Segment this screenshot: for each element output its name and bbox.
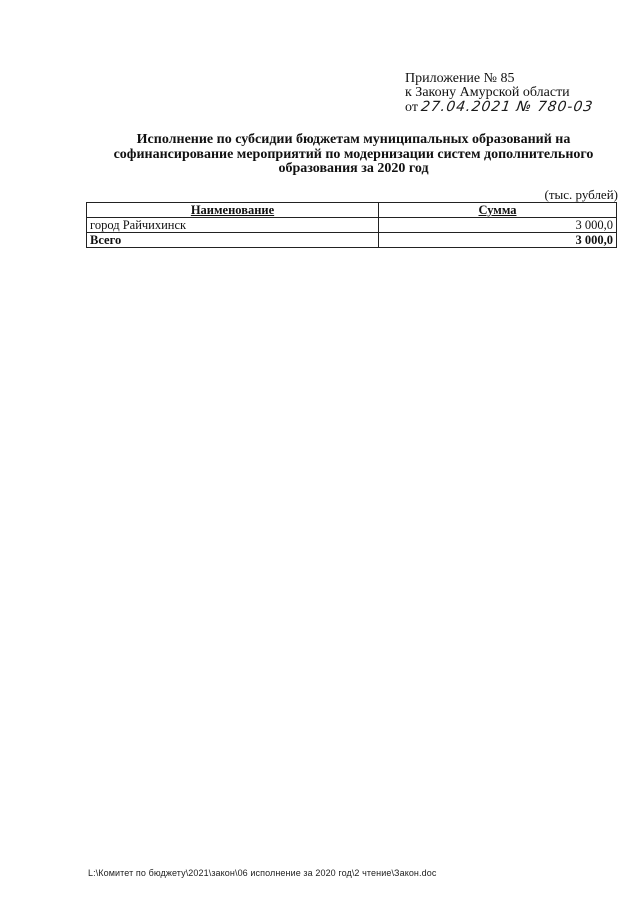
table-row bbox=[87, 218, 617, 233]
document-title: Исполнение по субсидии бюджетам муниципальных образований на софинансирование мероприятий по модернизации систем дополнительного образования за 2020 год bbox=[113, 132, 594, 176]
file-path-footer: L:\Комитет по бюджету\2021\закон\06 исполнение за 2020 год\2 чтение\Закон.doc bbox=[88, 868, 437, 878]
appendix-law-reference: к Закону Амурской области bbox=[405, 85, 570, 100]
table-total-row bbox=[87, 233, 617, 248]
total-amount: 3 000,0 bbox=[379, 233, 617, 248]
appendix-number: Приложение № 85 bbox=[405, 71, 515, 86]
table-header-row bbox=[87, 203, 617, 218]
header-amount: Сумма bbox=[379, 203, 617, 218]
appendix-block bbox=[405, 72, 594, 115]
appendix-date-line bbox=[405, 100, 594, 115]
total-label: Всего bbox=[87, 233, 379, 248]
appendix-date-prefix: от bbox=[405, 100, 418, 115]
handwritten-date-number: 27.04.2021 № 780-03 bbox=[420, 99, 595, 115]
row-name: город Райчихинск bbox=[87, 218, 379, 233]
budget-table bbox=[86, 202, 617, 248]
row-amount: 3 000,0 bbox=[379, 218, 617, 233]
units-label: (тыс. рублей) bbox=[544, 187, 618, 202]
header-name: Наименование bbox=[87, 203, 379, 218]
